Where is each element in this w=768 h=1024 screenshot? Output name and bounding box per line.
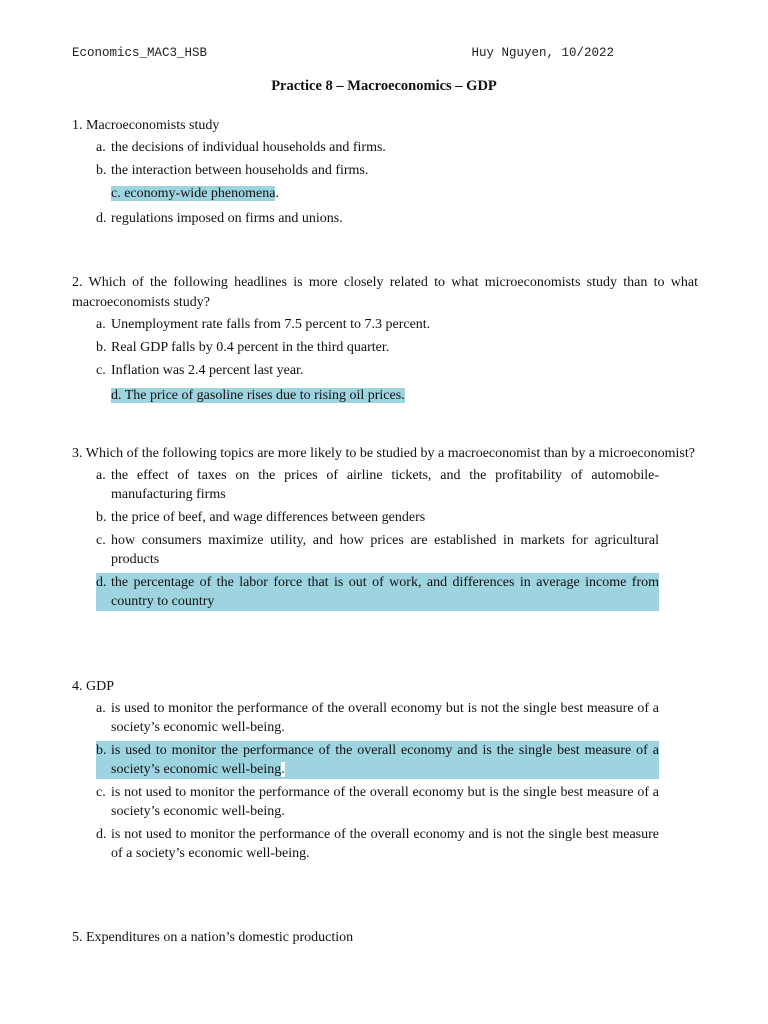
option-c xyxy=(96,361,659,380)
option-letter: a. xyxy=(96,317,106,332)
option-letter: c. xyxy=(96,363,106,378)
question-stem: 4. GDP xyxy=(72,679,115,694)
option-b xyxy=(96,338,659,357)
option-text: Unemployment rate falls from 7.5 percent to 7.3 percent. xyxy=(111,317,431,332)
question-stem: 5. Expenditures on a nation’s domestic production xyxy=(72,930,354,945)
option-letter: a. xyxy=(96,701,106,716)
option-letter: c. xyxy=(96,785,106,800)
option-text: the price of beef, and wage differences between genders xyxy=(111,510,426,525)
question-stem: 2. Which of the following headlines is more closely related to what microeconomists study than to what macroeconomists study? xyxy=(72,275,698,310)
option-d xyxy=(96,825,659,863)
option-letter: d. xyxy=(96,575,107,590)
option-d-selected xyxy=(96,386,659,405)
option-letter: d. xyxy=(111,388,122,403)
question-3 xyxy=(72,444,698,614)
author-date: Huy Nguyen, 10/2022 xyxy=(471,46,614,60)
question-4 xyxy=(72,677,698,866)
option-b xyxy=(96,508,659,527)
option-letter: b. xyxy=(96,163,107,178)
question-5 xyxy=(72,928,698,948)
option-text: the percentage of the labor force that is out of work, and differences in average income from country to country xyxy=(111,575,659,609)
option-text: the effect of taxes on the prices of airline tickets, and the profitability of automobile-manufacturing firms xyxy=(111,468,659,502)
option-text: is not used to monitor the performance of the overall economy and is not the single best measure of a society’s economic well-being. xyxy=(111,827,659,861)
option-a xyxy=(96,466,659,504)
option-letter: c. xyxy=(96,533,106,548)
option-letter: a. xyxy=(96,468,106,483)
option-c xyxy=(96,531,659,569)
option-text: Real GDP falls by 0.4 percent in the third quarter. xyxy=(111,340,390,355)
option-a xyxy=(96,699,659,737)
option-text: is used to monitor the performance of the overall economy and is the single best measure of a society’s economic well-being xyxy=(111,743,659,777)
option-text: regulations imposed on firms and unions. xyxy=(111,211,343,226)
option-c-selected: c. economy-wide phenomena. xyxy=(111,186,279,201)
option-letter: b. xyxy=(96,340,107,355)
option-d-selected xyxy=(96,573,659,611)
option-text: the interaction between households and firms. xyxy=(111,163,369,178)
option-text: how consumers maximize utility, and how prices are established in markets for agricultural products xyxy=(111,533,659,567)
option-c xyxy=(96,783,659,821)
option-d xyxy=(96,209,659,228)
option-letter: b. xyxy=(96,743,107,758)
option-a xyxy=(96,138,659,157)
option-text: The price of gasoline rises due to rising oil prices. xyxy=(124,388,405,403)
question-stem: 1. Macroeconomists study xyxy=(72,118,220,133)
option-b-selected: b. is used to monitor the performance of the overall economy and is the single best measure of a society’s economic well-being. xyxy=(96,743,659,777)
option-letter: d. xyxy=(96,211,107,226)
option-text: is not used to monitor the performance of the overall economy but is the single best measure of a society’s economic well-being. xyxy=(111,785,659,819)
option-text: is used to monitor the performance of the overall economy but is not the single best measure of a society’s economic well-being. xyxy=(111,701,659,735)
option-letter: a. xyxy=(96,140,106,155)
option-text: the decisions of individual households and firms. xyxy=(111,140,386,155)
option-text: Inflation was 2.4 percent last year. xyxy=(111,363,304,378)
course-code: Economics_MAC3_HSB xyxy=(72,46,208,60)
page-title: Practice 8 – Macroeconomics – GDP xyxy=(271,78,497,94)
option-b xyxy=(96,161,659,180)
question-2 xyxy=(72,273,698,408)
question-1 xyxy=(72,116,698,231)
option-letter: b. xyxy=(96,510,107,525)
option-text: economy-wide phenomena xyxy=(124,186,276,201)
option-a xyxy=(96,315,659,334)
option-letter: c. xyxy=(111,186,121,201)
question-stem: 3. Which of the following topics are more likely to be studied by a macroeconomist than by a microeconomist? xyxy=(72,446,695,461)
option-letter: d. xyxy=(96,827,107,842)
